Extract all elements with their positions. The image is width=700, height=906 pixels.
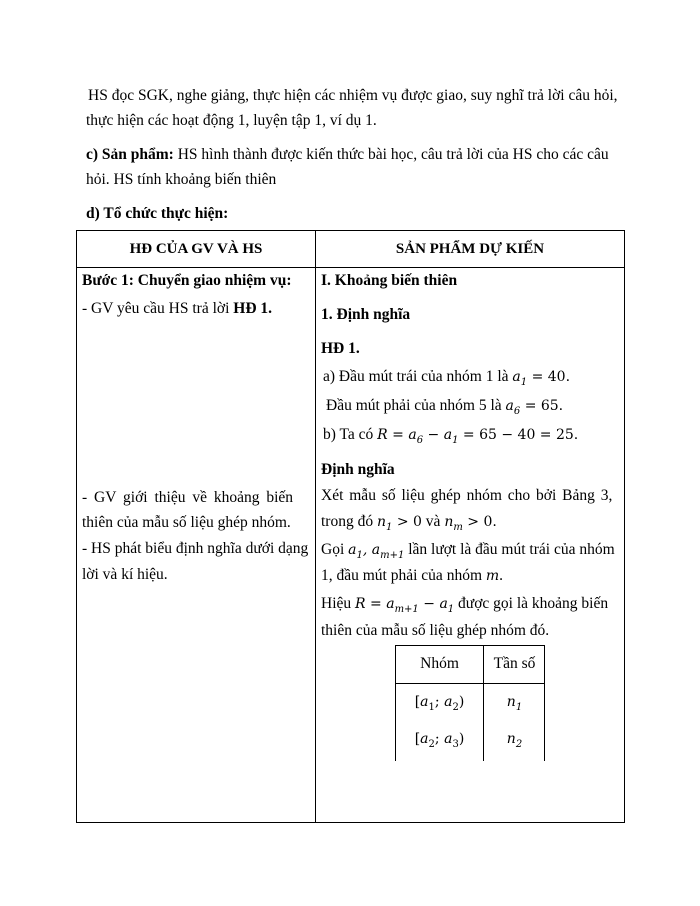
gv-ask-line xyxy=(82,300,272,318)
product-text: HS hình thành được kiến thức bài học, câu trả lời của HS cho các câu xyxy=(173,146,609,163)
frequency-header-count: Tần số xyxy=(493,655,536,672)
definition-line-5: Hiệu $R = a_{m+1} - a_1$ được gọi là khoảng biến xyxy=(321,595,609,615)
gv-ask-bold: HĐ 1. xyxy=(233,300,273,317)
definition-title: Định nghĩa xyxy=(321,461,395,478)
product-paragraph-line-2: hỏi. HS tính khoảng biến thiên xyxy=(86,171,277,188)
hd1-b-text: b) Ta có xyxy=(323,426,378,443)
step1-title: Bước 1: Chuyển giao nhiệm vụ: xyxy=(82,272,292,289)
definition-line-2: trong đó $n_1 > 0$ và $n_m > 0$. xyxy=(321,513,497,533)
hs-line-2: lời và kí hiệu. xyxy=(82,566,168,583)
hd1-b-math: = 65 − 40 = 25. xyxy=(462,427,579,443)
frequency-row-2-group: [$a_2$; $a_3$) xyxy=(414,731,465,750)
definition-line-6: thiên của mẫu số liệu ghép nhóm đó. xyxy=(321,622,550,639)
hd1-b-line: b) Ta có $R = a_6 - a_1 = 65 - 40 = 25$. xyxy=(323,426,579,446)
table-header-row xyxy=(77,231,624,268)
product-paragraph-line-1 xyxy=(86,146,609,164)
col1-header: HĐ CỦA GV VÀ HS xyxy=(129,241,263,257)
section-title: I. Khoảng biến thiên xyxy=(321,272,458,289)
definition-line-2b: và xyxy=(421,513,445,530)
frequency-table-hdivider xyxy=(396,683,544,684)
organize-label: d) Tổ chức thực hiện: xyxy=(86,205,229,222)
definition-line-3b: lần lượt là đầu mút trái của nhóm xyxy=(404,541,615,558)
intro-line-2: thực hiện các hoạt động 1, luyện tập 1, ví dụ 1. xyxy=(86,112,377,129)
column-divider xyxy=(315,231,316,822)
gv-ask-text: - GV yêu cầu HS trả lời xyxy=(82,300,234,317)
gv-intro-line-1: - GV giới thiệu về khoảng biến xyxy=(82,489,294,506)
frequency-header-group: Nhóm xyxy=(420,655,459,672)
definition-line-3: Gọi $a_1$, $a_{m+1}$ lần lượt là đầu mút trái của nhóm xyxy=(321,541,615,561)
definition-line-4: 1, đầu mút phải của nhóm m. xyxy=(321,567,504,584)
product-label: c) Sản phẩm: xyxy=(86,146,174,163)
gv-intro-line-2: thiên của mẫu số liệu ghép nhóm. xyxy=(82,514,291,531)
definition-line-5b: được gọi là khoảng biến xyxy=(454,595,609,612)
frequency-table xyxy=(395,645,545,761)
definition-line-4-text: 1, đầu mút phải của nhóm xyxy=(321,567,486,584)
definition-line-5a: Hiệu xyxy=(321,595,356,612)
subsection-title: 1. Định nghĩa xyxy=(321,306,411,323)
hs-line-1: - HS phát biểu định nghĩa dưới dạng xyxy=(82,540,309,557)
hd1-a-text: a) Đầu mút trái của nhóm 1 là xyxy=(323,368,513,385)
definition-line-3a: Gọi xyxy=(321,541,349,558)
hd1-a2-line: Đầu mút phải của nhóm 5 là $a_6 = 65$. xyxy=(326,397,564,417)
definition-line-2a: trong đó xyxy=(321,513,377,530)
hd1-title: HĐ 1. xyxy=(321,340,360,357)
frequency-row-1-count: $n_1$ xyxy=(506,694,523,713)
col2-header: SẢN PHẨM DỰ KIẾN xyxy=(395,241,545,257)
frequency-row-2-count: $n_2$ xyxy=(506,731,523,750)
hd1-a2-math: = 65. xyxy=(524,398,564,414)
hd1-a2-text: Đầu mút phải của nhóm 5 là xyxy=(326,397,506,414)
intro-line-1: HS đọc SGK, nghe giảng, thực hiện các nhiệm vụ được giao, suy nghĩ trả lời câu hỏi, xyxy=(88,87,618,104)
definition-line-1: Xét mẫu số liệu ghép nhóm cho bởi Bảng 3, xyxy=(321,487,613,504)
hd1-a-math: = 40. xyxy=(531,369,571,385)
frequency-row-1-group: [$a_1$; $a_2$) xyxy=(414,694,465,713)
hd1-a-line: a) Đầu mút trái của nhóm 1 là $a_1 = 40$. xyxy=(323,368,571,388)
